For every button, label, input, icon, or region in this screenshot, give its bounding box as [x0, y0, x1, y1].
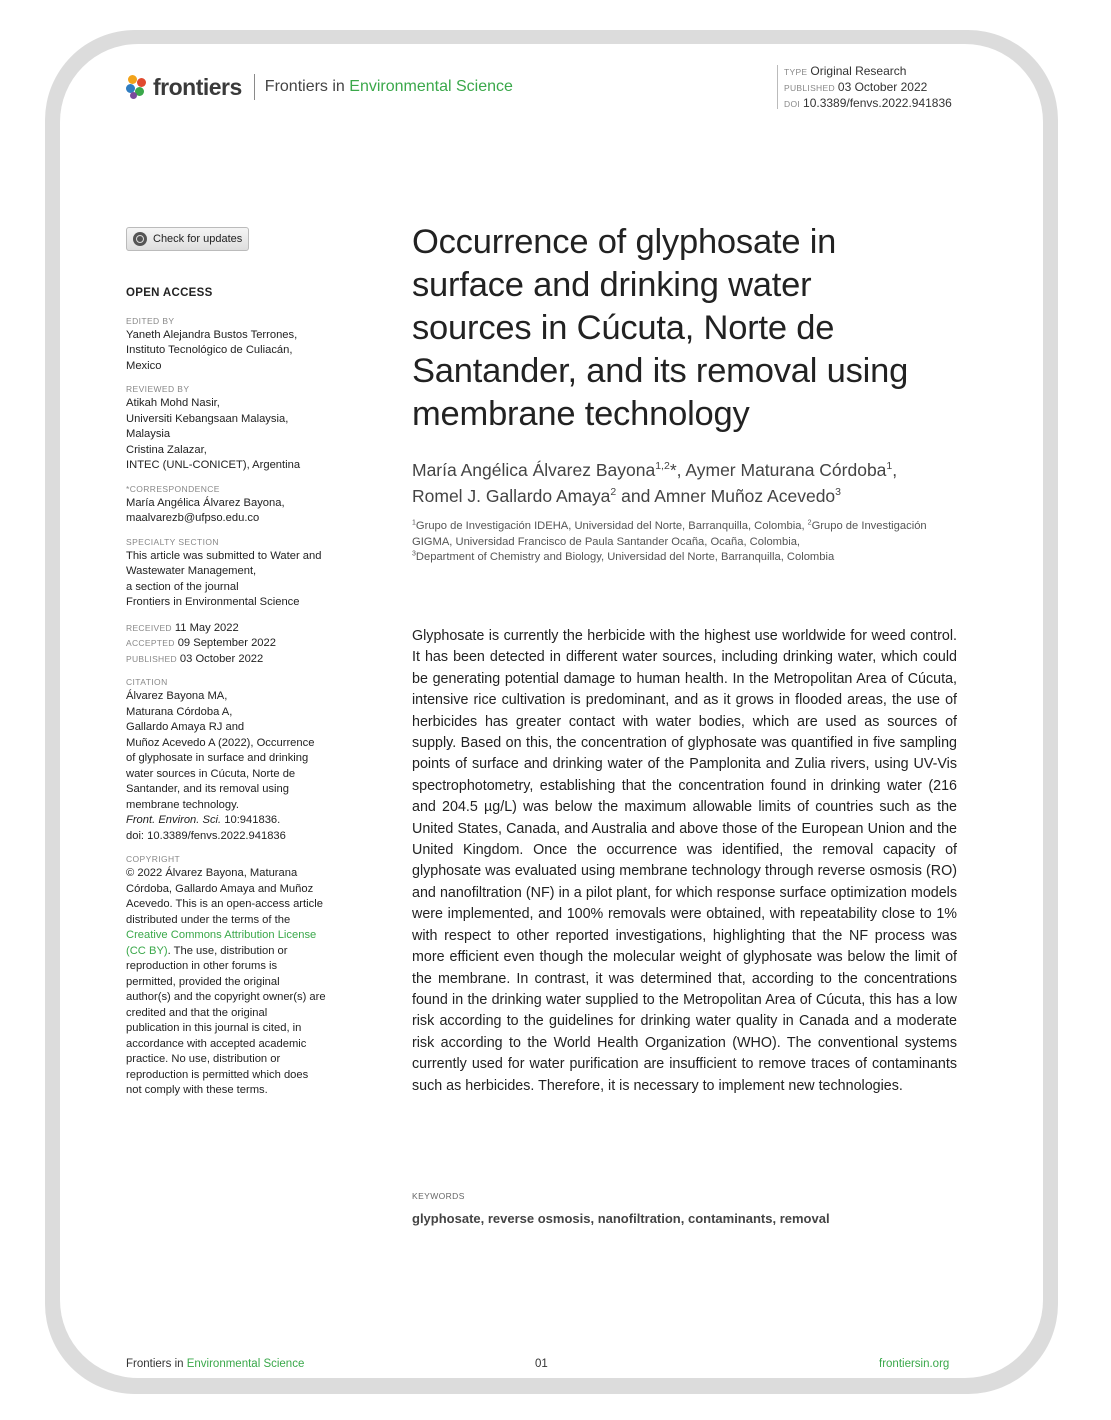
citation-journal: Front. Environ. Sci.	[126, 814, 222, 826]
article-title	[412, 221, 972, 436]
copyright-line: reproduction is permitted which does	[126, 1068, 309, 1081]
specialty-section-label: SPECIALTY SECTION	[126, 536, 219, 547]
open-access-label: OPEN ACCESS	[126, 287, 213, 299]
affiliation-text: Grupo de Investigación IDEHA, Universidad del Norte, Barranquilla, Colombia,	[415, 520, 808, 532]
citation-label: CITATION	[126, 677, 168, 687]
title-line: sources in Cúcuta, Norte de	[412, 309, 835, 347]
meta-doi-value[interactable]: 10.3389/fenvs.2022.941836	[803, 96, 952, 110]
copyright-line: practice. No use, distribution or	[126, 1053, 281, 1065]
affiliation-text: Department of Chemistry and Biology, Universidad del Norte, Barranquilla, Colombia	[415, 551, 835, 563]
title-line: Occurrence of glyphosate in	[412, 223, 837, 261]
citation-line: Maturana Córdoba A,	[126, 705, 233, 718]
copyright-lines	[126, 866, 348, 1099]
citation-line: water sources in Cúcuta, Norte de	[126, 767, 296, 780]
received-value: 11 May 2022	[174, 621, 239, 634]
citation-line: Álvarez Bayona MA,	[126, 690, 228, 702]
copyright-line: distributed under the terms of the	[126, 913, 291, 926]
accepted-label: ACCEPTED	[126, 638, 175, 648]
copyright-label: COPYRIGHT	[126, 854, 181, 864]
copyright-line: Acevedo. This is an open-access article	[126, 898, 323, 910]
author-name[interactable]: Aymer Maturana Córdoba	[685, 460, 887, 480]
copyright-line: © 2022 Álvarez Bayona, Maturana	[126, 867, 298, 879]
published-value: 03 October 2022	[179, 652, 264, 665]
update-check-icon	[133, 232, 147, 246]
cc-by-link[interactable]: (CC BY)	[126, 944, 168, 957]
specialty-line: a section of the journal	[126, 580, 239, 593]
meta-published-value: 03 October 2022	[837, 80, 928, 94]
reviewed-by-lines	[126, 396, 348, 474]
author-separator: *,	[669, 460, 686, 480]
abstract-text: Glyphosate is currently the herbicide with the highest use worldwide for weed control. It has been detected in different water sources, including drinking water, which could be generating potential damage to human health. In the Metropolitan Area of Cúcuta, intensive rice cultivation is predominant, and as it grows in flooded areas, the use of herbicides has greater contact with water bodies, which are used as sources of supply. Based on this, the concentration of glyphosate was quantified in five sampling points of surface and drinking water of the Pamplonita and Zulia rivers, using UV-Vis spectrophotometry, establishing that the concentration found in drinking water (216 and 204.5 µg/L) was below the maximum allowable limits of countries such as the United States, Canada, and Australia and above those of the European Union and the United Kingdom. Once the occurrence was identified, the removal capacity of glyphosate was evaluated using membrane technology through reverse osmosis (RO) and nanofiltration (NF) in a pilot plant, for which response surface optimization models were implemented, and 100% removals were obtained, with repeatability close to 1% with respect to other reported investigations, highlighting that the NF process was more efficient even though the molecular weight of glyphosate was below the limit of the membrane. In contrast, it was determined that, according to the concentrations found in the drinking water supplied to the Metropolitan Area of Cúcuta, this has a low risk according to the guidelines for drinking water quality in Canada and a moderate risk according to the World Health Organization (WHO). The conventional systems currently used for water purification are insufficient to remove traces of contaminants such as herbicides. Therefore, it is necessary to implement new technologies.	[412, 628, 957, 1094]
accepted-value: 09 September 2022	[177, 637, 276, 649]
footer-journal-prefix: Frontiers in	[126, 1358, 184, 1370]
author-separator: ,	[892, 460, 898, 480]
title-line: Santander, and its removal using	[412, 352, 909, 390]
journal-header	[126, 73, 513, 101]
reviewed-by-line: Atikah Mohd Nasir,	[126, 397, 220, 409]
correspondence-name: María Angélica Álvarez Bayona,	[126, 496, 285, 509]
meta-divider	[777, 65, 778, 109]
article-dates	[126, 621, 348, 668]
specialty-line: Wastewater Management,	[126, 565, 257, 577]
reviewed-by-line: INTEC (UNL-CONICET), Argentina	[126, 459, 301, 471]
citation-doi[interactable]: doi: 10.3389/fenvs.2022.941836	[126, 829, 286, 842]
copyright-line: not comply with these terms.	[126, 1084, 268, 1096]
author-affiliation-mark: 1,2	[655, 460, 670, 473]
copyright-line: publication in this journal is cited, in	[126, 1022, 302, 1034]
edited-by-line: Yaneth Alejandra Bustos Terrones,	[126, 328, 298, 341]
check-for-updates-label: Check for updates	[153, 233, 243, 245]
author-affiliation-mark: 2	[610, 486, 617, 499]
journal-prefix: Frontiers in	[264, 78, 345, 95]
copyright-line: accordance with accepted academic	[126, 1037, 307, 1050]
correspondence-lines	[126, 496, 348, 527]
meta-published-label: PUBLISHED	[784, 83, 835, 93]
affiliation-mark: 2	[807, 519, 812, 527]
edited-by-label: EDITED BY	[126, 315, 175, 326]
journal-name	[265, 78, 513, 96]
title-line: membrane technology	[412, 395, 750, 433]
journal-field: Environmental Science	[349, 78, 513, 95]
copyright-text: . The use, distribution or	[167, 944, 288, 957]
published-label: PUBLISHED	[126, 653, 177, 664]
citation-volume: 10:941836.	[224, 814, 281, 826]
copyright-line: permitted, provided the original	[126, 975, 280, 988]
affiliations	[412, 519, 962, 566]
citation-line: Muñoz Acevedo A (2022), Occurrence	[126, 736, 315, 749]
author-line	[412, 483, 972, 509]
citation-journal-line	[126, 813, 348, 829]
footer-journal-field: Environmental Science	[186, 1358, 305, 1370]
affiliation-text: Grupo de Investigación GIGMA, Universidad Francisco de Paula Santander Ocaña, Ocaña, Colombia,	[412, 520, 927, 548]
received-label: RECEIVED	[126, 622, 172, 633]
correspondence-label: *CORRESPONDENCE	[126, 483, 220, 494]
specialty-line: This article was submitted to Water and	[126, 549, 322, 562]
title-line: surface and drinking water	[412, 266, 812, 304]
keywords-label: KEYWORDS	[412, 1191, 465, 1201]
affiliation-mark: 3	[412, 550, 416, 558]
cc-license-link[interactable]: Creative Commons Attribution License	[126, 929, 317, 941]
citation-line: Santander, and its removal using	[126, 783, 289, 795]
header-divider	[254, 74, 255, 100]
author-affiliation-mark: 1	[886, 460, 893, 473]
citation-line: membrane technology.	[126, 798, 239, 811]
copyright-line	[126, 944, 348, 960]
edited-by-line: Instituto Tecnológico de Culiacán,	[126, 344, 293, 356]
keywords-list: glyphosate, reverse osmosis, nanofiltration, contaminants, removal	[412, 1211, 830, 1226]
author-affiliation-mark: 3	[835, 486, 842, 499]
edited-by-line: Mexico	[126, 359, 162, 372]
meta-type-value: Original Research	[810, 64, 907, 78]
citation-line: of glyphosate in surface and drinking	[126, 752, 309, 764]
sidebar-info	[126, 286, 348, 1099]
edited-by-lines	[126, 328, 348, 375]
author-name[interactable]: Amner Muñoz Acevedo	[654, 486, 836, 506]
specialty-lines	[126, 549, 348, 611]
correspondence-email-link[interactable]: maalvarezb@ufpso.edu.co	[126, 512, 260, 524]
footer-journal	[126, 1358, 304, 1370]
accepted-date	[126, 636, 348, 652]
received-date	[126, 621, 348, 637]
reviewed-by-line: Universiti Kebangsaan Malaysia,	[126, 412, 289, 425]
brand-wordmark: frontiers	[153, 73, 242, 100]
meta-published	[784, 80, 952, 96]
article-meta	[784, 64, 952, 112]
citation-lines	[126, 689, 348, 844]
author-name[interactable]: Romel J. Gallardo Amaya	[412, 486, 611, 506]
affiliation-mark: 1	[412, 519, 416, 527]
frontiers-logo-icon	[126, 75, 148, 99]
copyright-line: credited and that the original	[126, 1006, 268, 1019]
footer-site-link[interactable]: frontiersin.org	[879, 1358, 950, 1370]
copyright-line: reproduction in other forums is	[126, 960, 278, 972]
reviewed-by-label: REVIEWED BY	[126, 384, 190, 394]
meta-doi-label: DOI	[784, 99, 801, 109]
reviewed-by-line: Cristina Zalazar,	[126, 443, 207, 456]
citation-line: Gallardo Amaya RJ and	[126, 721, 245, 733]
check-for-updates-button[interactable]	[126, 227, 249, 251]
meta-type-label: TYPE	[784, 67, 808, 77]
specialty-line: Frontiers in Environmental Science	[126, 596, 300, 608]
author-separator: and	[616, 486, 655, 506]
copyright-line: author(s) and the copyright owner(s) are	[126, 991, 326, 1003]
meta-type	[784, 64, 952, 80]
copyright-line: Córdoba, Gallardo Amaya and Muñoz	[126, 882, 314, 895]
author-list	[412, 457, 972, 509]
published-date	[126, 652, 348, 668]
page-number: 01	[535, 1358, 548, 1370]
reviewed-by-line: Malaysia	[126, 428, 171, 440]
meta-doi	[784, 96, 952, 112]
author-line	[412, 457, 972, 483]
author-name[interactable]: María Angélica Álvarez Bayona	[412, 460, 656, 480]
